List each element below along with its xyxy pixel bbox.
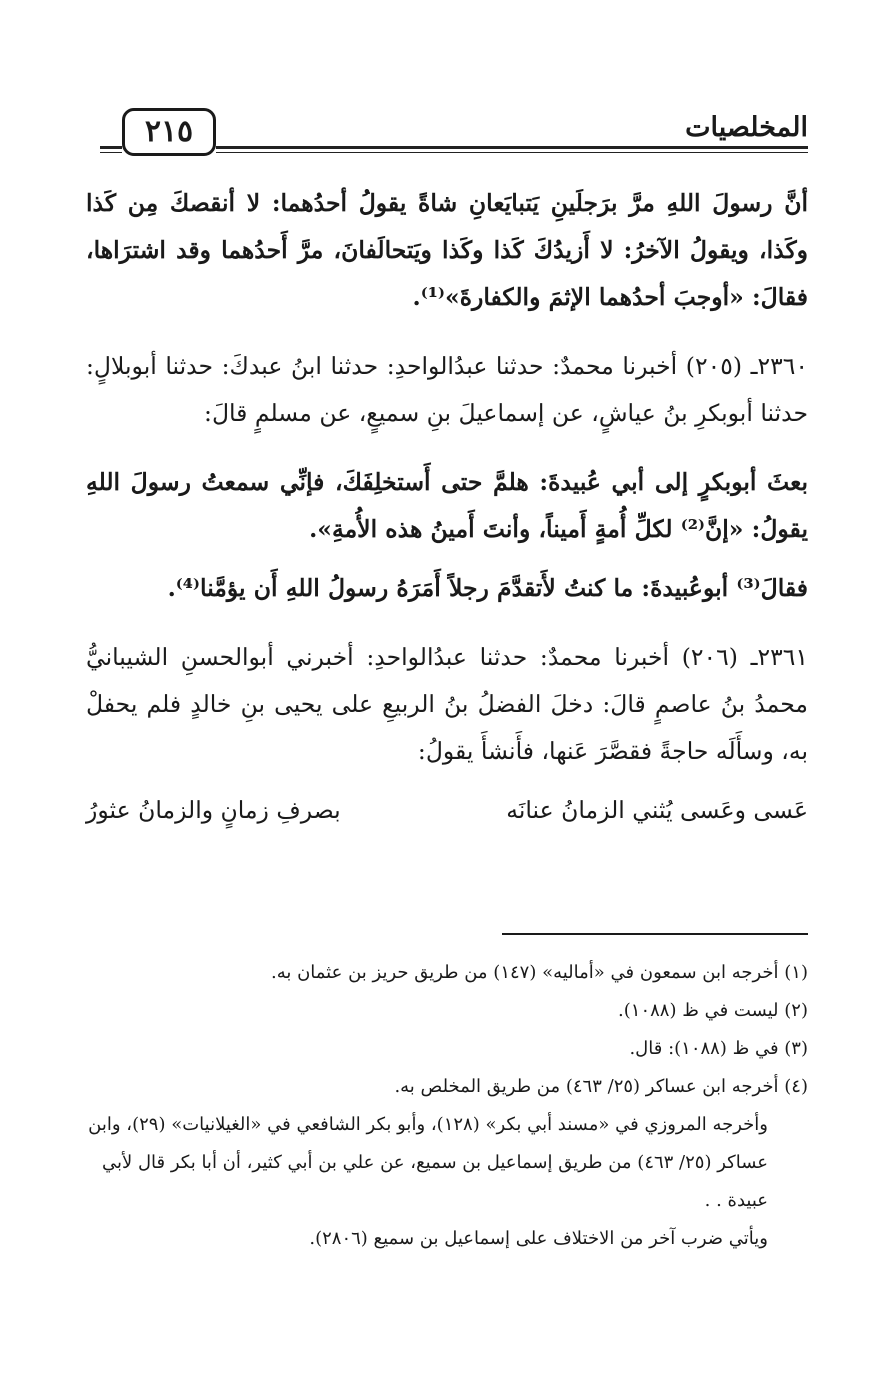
- footnote-1: (١) أخرجه ابن سمعون في «أماليه» (١٤٧) من طريق حريز بن عثمان به.: [270, 962, 808, 983]
- header-rule: [100, 152, 122, 153]
- footnote-4-continuation: ويأتي ضرب آخر من الاختلاف على إسماعيل بن سميع (٢٨٠٦).: [309, 1228, 768, 1249]
- main-text: [86, 180, 808, 834]
- header-rule: [216, 152, 808, 153]
- footnote-3: (٣) في ظ (١٠٨٨): قال.: [629, 1038, 808, 1059]
- header-rule: [100, 146, 122, 149]
- footnote-4: (٤) أخرجه ابن عساكر (٢٥/ ٤٦٣) من طريق المخلص به.: [394, 1076, 808, 1097]
- header-rule: [216, 146, 808, 149]
- hadith-text: أنَّ رسولَ اللهِ مرَّ برَجلَينِ يَتبايَعانِ شاةً يقولُ أحدُهما: لا أنقصكَ مِن كَذا وكَذا، ويقولُ الآخرُ: لا أَزيدُكَ كَذا وكَذا ويَتحالَفانَ، مرَّ أَحدُهما وقد اشترَاها، فقالَ: «أوجبَ أحدُهما الإثمَ والكفارةَ»⁽¹⁾.: [86, 189, 808, 311]
- page-header: [100, 108, 808, 168]
- page-number: ٢١٥: [122, 108, 216, 156]
- running-title: المخلصيات: [685, 112, 808, 143]
- isnad-text: ٢٣٦٠ـ (٢٠٥) أخبرنا محمدٌ: حدثنا عبدُالواحدِ: حدثنا ابنُ عبدكَ: حدثنا أبوبلالٍ: حدثنا أبوبكرِ بنُ عياشٍ، عن إسماعيلَ بنِ سميعٍ، عن مسلمٍ قالَ:: [86, 352, 808, 427]
- footnote-separator: [502, 933, 808, 935]
- isnad-text: ٢٣٦١ـ (٢٠٦) أخبرنا محمدٌ: حدثنا عبدُالواحدِ: أخبرني أبوالحسنِ الشيبانيُّ محمدُ بنُ عاصمٍ قالَ: دخلَ الفضلُ بنُ الربيعِ على يحيى بنِ خالدٍ فلم يحفلْ به، وسأَلَه حاجةً فقصَّرَ عَنها، فأَنشأَ يقولُ:: [86, 643, 808, 765]
- hadith-text: فقالَ⁽³⁾ أبوعُبيدةَ: ما كنتُ لأَتقدَّمَ رجلاً أَمَرَهُ رسولُ اللهِ أَن يؤمَّنا⁽⁴⁾.: [167, 574, 808, 602]
- poem-verse: [86, 787, 808, 834]
- footnotes: [86, 954, 808, 1258]
- footnote-2: (٢) ليست في ظ (١٠٨٨).: [618, 1000, 808, 1021]
- footnote-4-continuation: وأخرجه المروزي في «مسند أبي بكر» (١٢٨)، وأبو بكر الشافعي في «الغيلانيات» (٢٩)، وابن عساكر (٢٥/ ٤٦٣) من طريق إسماعيل بن سميع، عن علي بن أبي كثير، أن أبا بكر قال لأبي عبيدة . .: [88, 1114, 768, 1211]
- hadith-text: بعثَ أبوبكرٍ إلى أبي عُبيدةَ: هلمَّ حتى أَستخلِفَكَ، فإنِّي سمعتُ رسولَ اللهِ يقولُ: «إنَّ⁽²⁾ لكلِّ أُمةٍ أَميناً، وأنتَ أَمينُ هذه الأُمةِ».: [86, 468, 808, 543]
- poem-hemistich-right: عَسى وعَسى يُثني الزمانُ عنانَه: [506, 796, 808, 824]
- poem-hemistich-left: بصرفِ زمانٍ والزمانُ عثورُ: [86, 796, 341, 824]
